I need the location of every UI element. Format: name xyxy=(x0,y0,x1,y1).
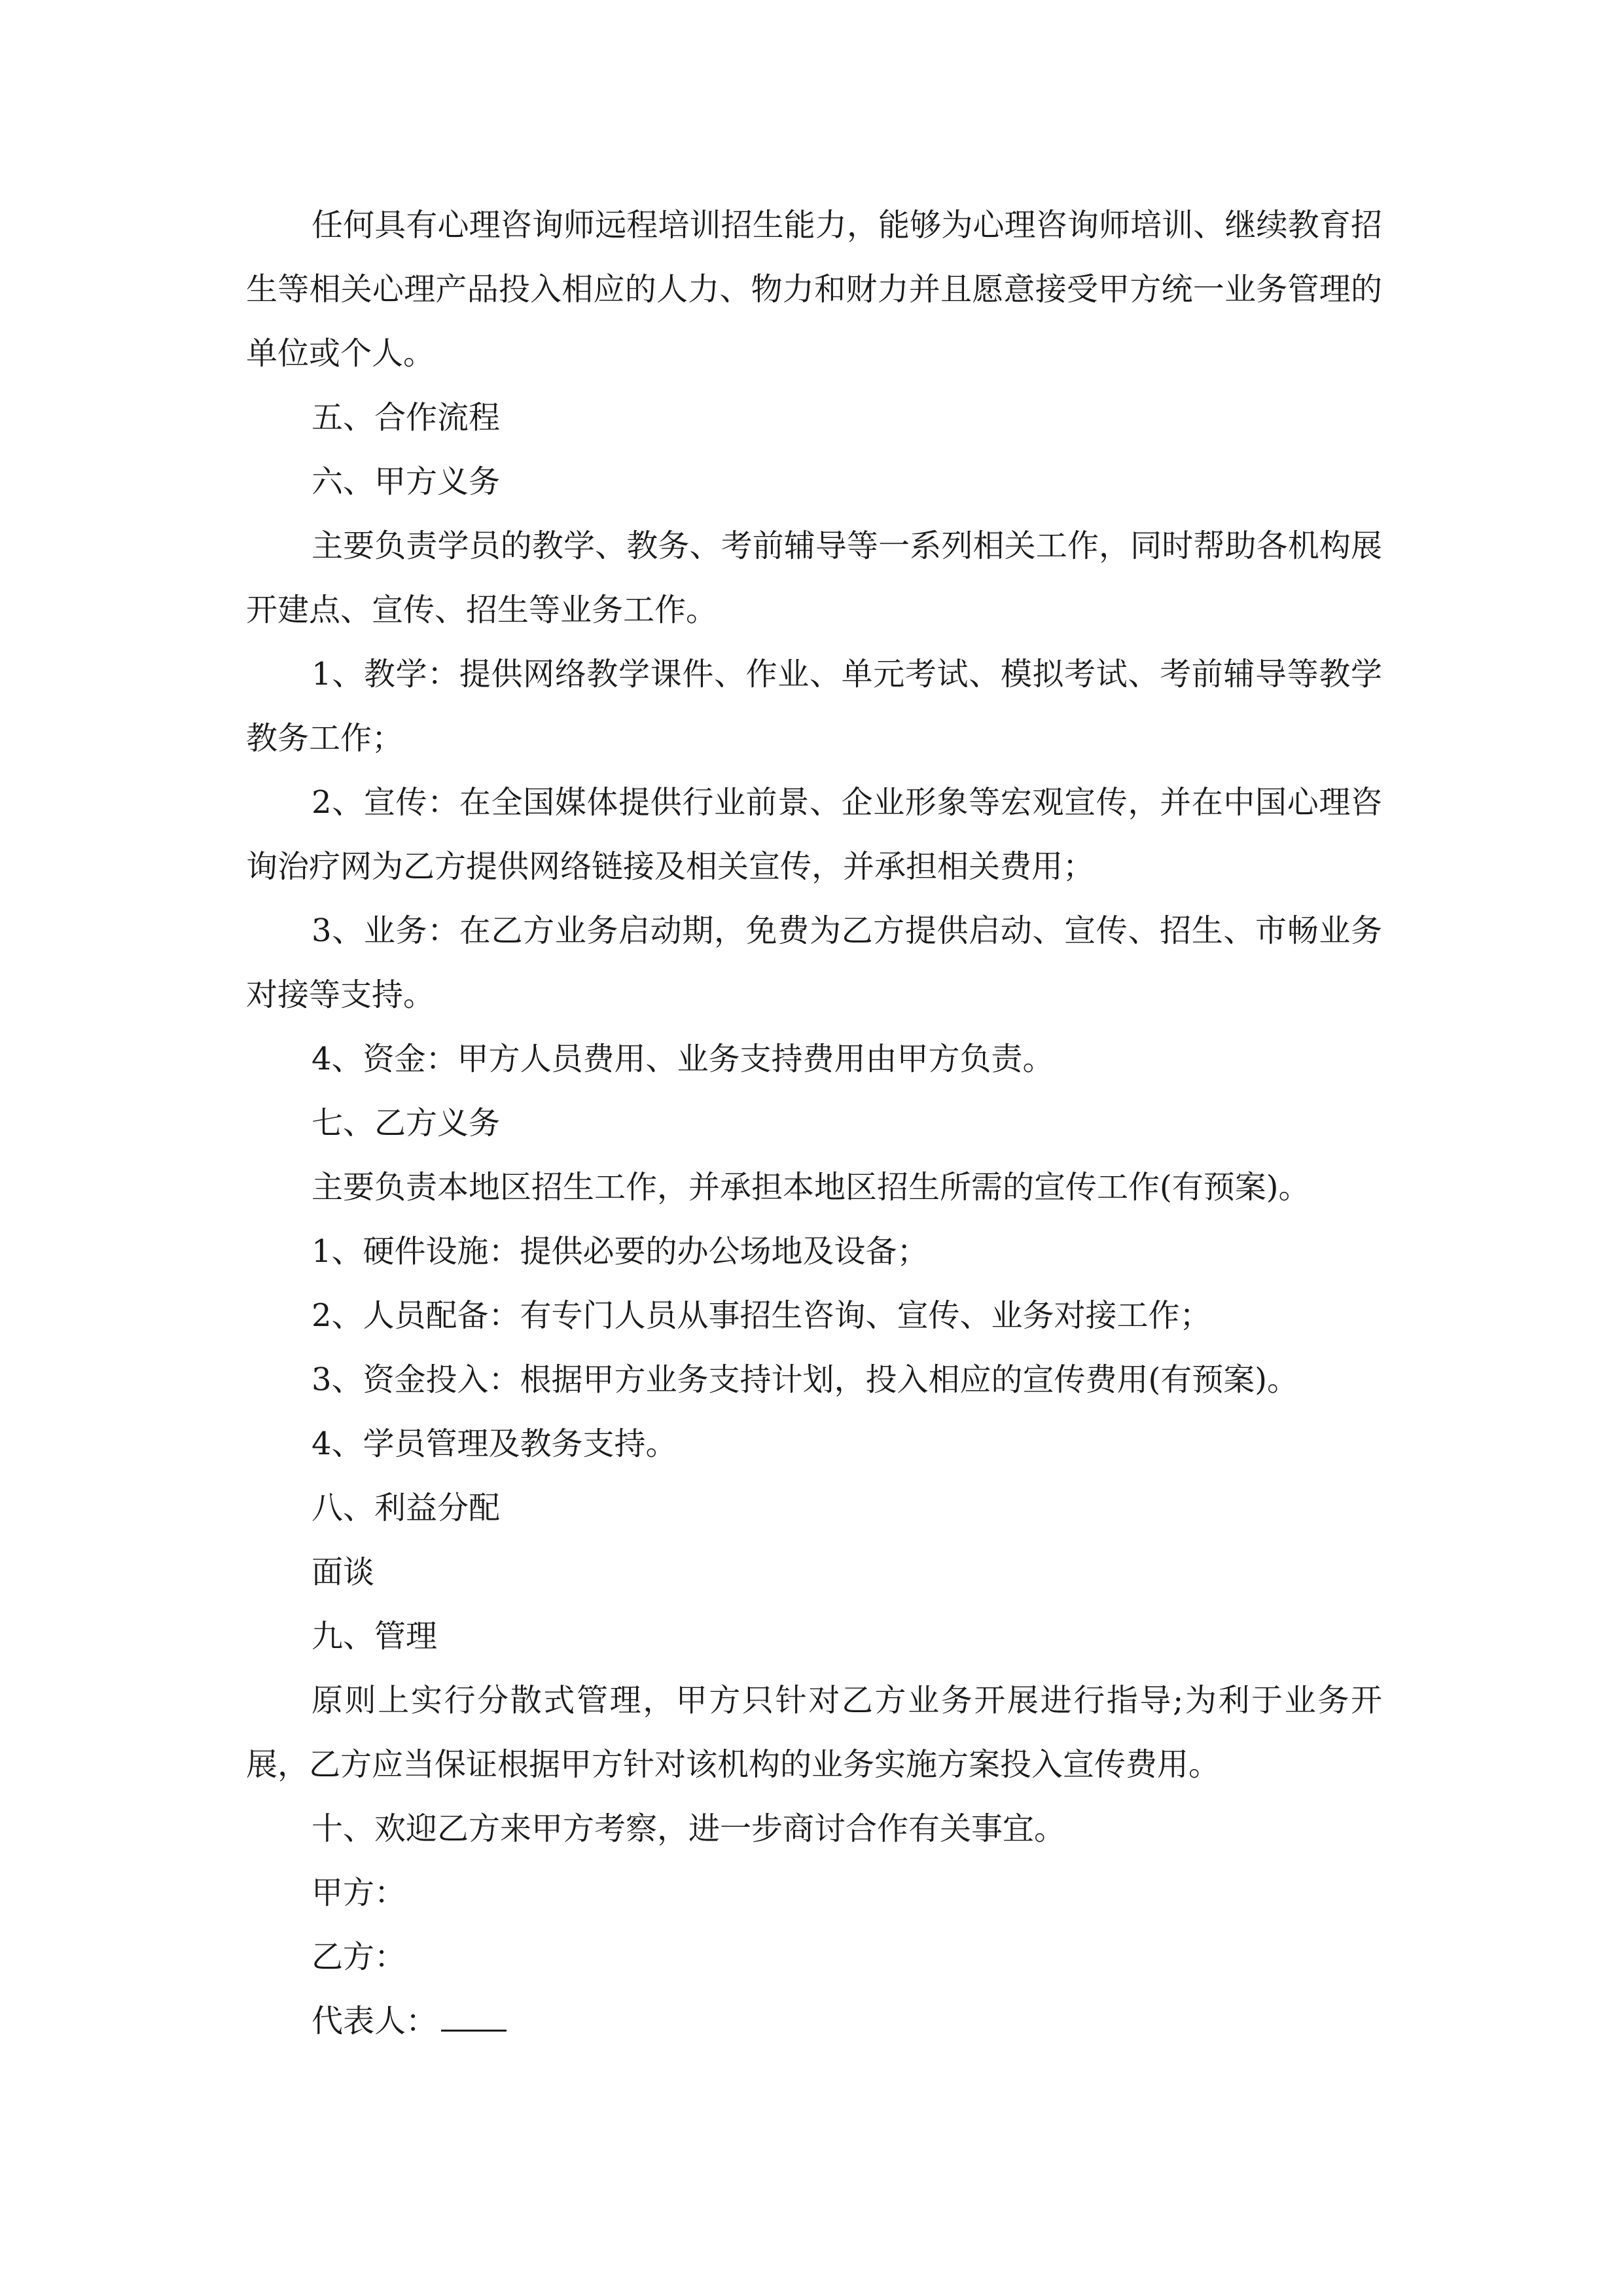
signature-representative xyxy=(246,1989,1382,2053)
list-item-publicity: 2、宣传：在全国媒体提供行业前景、企业形象等宏观宣传，并在中国心理咨询治疗网为乙方提供网络链接及相关宣传，并承担相关费用； xyxy=(246,784,1382,885)
signature-party-a: 甲方： xyxy=(312,1874,406,1911)
signature-blank-line xyxy=(441,2003,507,2032)
signature-party-b: 乙方： xyxy=(312,1939,406,1975)
list-item-investment: 3、资金投入：根据甲方业务支持计划，投入相应的宣传费用(有预案)。 xyxy=(312,1361,1298,1398)
heading-management: 九、管理 xyxy=(312,1618,438,1655)
paragraph-management: 原则上实行分散式管理，甲方只针对乙方业务开展进行指导;为利于业务开展，乙方应当保证根据甲方针对该机构的业务实施方案投入宣传费用。 xyxy=(246,1682,1382,1783)
list-item-teaching: 1、教学：提供网络教学课件、作业、单元考试、模拟考试、考前辅导等教学教务工作； xyxy=(246,656,1382,757)
heading-profit-distribution: 八、利益分配 xyxy=(312,1490,501,1526)
heading-party-b-obligations: 七、乙方义务 xyxy=(312,1105,501,1141)
list-item-staffing: 2、人员配备：有专门人员从事招生咨询、宣传、业务对接工作； xyxy=(312,1297,1211,1334)
document-body xyxy=(246,193,1382,2053)
paragraph-welcome: 十、欢迎乙方来甲方考察，进一步商讨合作有关事宜。 xyxy=(312,1810,1066,1847)
paragraph-negotiation: 面谈 xyxy=(312,1554,375,1590)
heading-cooperation-process: 五、合作流程 xyxy=(312,399,501,436)
list-item-funding: 4、资金：甲方人员费用、业务支持费用由甲方负责。 xyxy=(312,1041,1054,1077)
paragraph-eligibility: 任何具有心理咨询师远程培训招生能力，能够为心理咨询师培训、继续教育招生等相关心理产品投入相应的人力、物力和财力并且愿意接受甲方统一业务管理的单位或个人。 xyxy=(246,207,1382,372)
paragraph-party-a-summary: 主要负责学员的教学、教务、考前辅导等一系列相关工作，同时帮助各机构展开建点、宣传、招生等业务工作。 xyxy=(246,528,1382,628)
list-item-student-management: 4、学员管理及教务支持。 xyxy=(312,1426,677,1462)
heading-party-a-obligations: 六、甲方义务 xyxy=(312,463,501,500)
list-item-business: 3、业务：在乙方业务启动期，免费为乙方提供启动、宣传、招生、市畅业务对接等支持。 xyxy=(246,912,1382,1013)
list-item-hardware: 1、硬件设施：提供必要的办公场地及设备； xyxy=(312,1233,929,1270)
representative-label: 代表人： xyxy=(312,2003,438,2039)
paragraph-party-b-summary: 主要负责本地区招生工作，并承担本地区招生所需的宣传工作(有预案)。 xyxy=(312,1169,1310,1206)
